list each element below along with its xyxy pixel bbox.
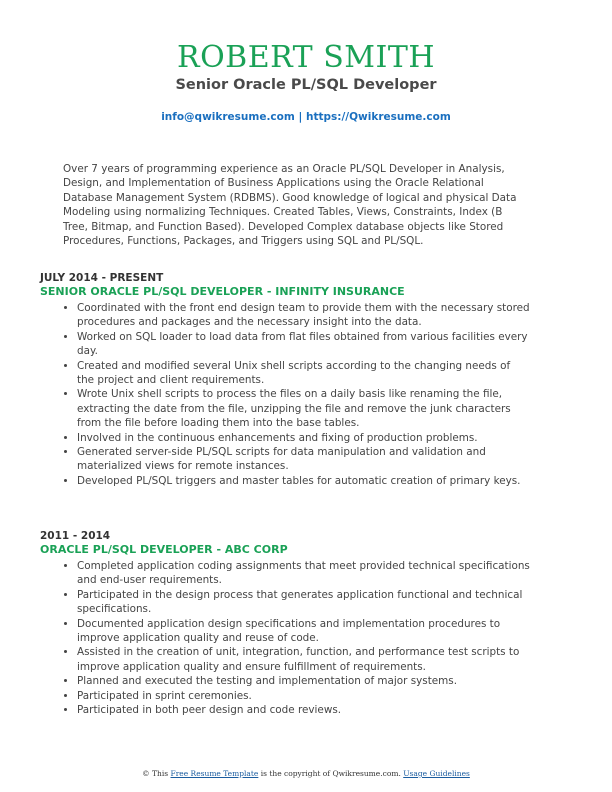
list-item: • Participated in the design process that generates application functional and technical specifications.	[77, 588, 530, 617]
footer	[0, 769, 612, 778]
job-role: SENIOR ORACLE PL/SQL DEVELOPER - INFINITY INSURANCE	[40, 285, 405, 298]
contact-line	[0, 111, 612, 123]
list-item: • Developed PL/SQL triggers and master tables for automatic creation of primary keys.	[77, 474, 530, 488]
job-date: 2011 - 2014	[40, 530, 111, 542]
job-bullets	[40, 559, 530, 717]
list-item: • Assisted in the creation of unit, integration, function, and performance test scripts to improve application quality and ensure fulfillment of requirements.	[77, 645, 530, 674]
summary: Over 7 years of programming experience as an Oracle PL/SQL Developer in Analysis, Design, and Implementation of Business Applications using the Oracle Relational Database Management System (RDBMS). Good knowledge of logical and physical Data Modeling using normalizing Techniques. Created Tables, Views, Constraints, Index (B Tree, Bitmap, and Function Based). Developed Complex database objects like Stored Procedures, Functions, Packages, and Triggers using SQL and PL/SQL.	[63, 163, 517, 248]
job-date: JULY 2014 - PRESENT	[40, 272, 164, 284]
list-item: • Involved in the continuous enhancements and fixing of production problems.	[77, 431, 530, 445]
free-template-link[interactable]: Free Resume Template	[170, 769, 259, 778]
job-entry	[40, 271, 530, 488]
usage-guidelines-link[interactable]: Usage Guidelines	[403, 769, 470, 778]
footer-text: is the copyright of Qwikresume.com.	[258, 769, 404, 778]
job-bullets	[40, 301, 530, 488]
website-link[interactable]: https://Qwikresume.com	[305, 111, 451, 123]
job-entry	[40, 529, 530, 717]
list-item: • Documented application design specifications and implementation procedures to improve application quality and reuse of code.	[77, 617, 530, 646]
list-item: • Completed application coding assignments that meet provided technical specifications and end-user requirements.	[77, 559, 530, 588]
list-item: • Planned and executed the testing and implementation of major systems.	[77, 674, 530, 688]
candidate-name: ROBERT SMITH	[176, 40, 436, 75]
list-item: • Worked on SQL loader to load data from flat files obtained from various facilities every day.	[77, 330, 530, 359]
list-item: • Wrote Unix shell scripts to process the files on a daily basis like renaming the file, extracting the date from the file, unzipping the file and remove the junk characters from the file before loading them into the base tables.	[77, 387, 530, 430]
job-role: ORACLE PL/SQL DEVELOPER - ABC CORP	[40, 543, 288, 556]
job-title: Senior Oracle PL/SQL Developer	[175, 77, 437, 93]
list-item: • Created and modified several Unix shell scripts according to the changing needs of the project and client requirements.	[77, 359, 530, 388]
list-item: • Participated in sprint ceremonies.	[77, 689, 530, 703]
footer-text: © This	[142, 769, 171, 778]
email-link[interactable]: info@qwikresume.com	[161, 111, 295, 123]
separator: |	[294, 111, 306, 123]
list-item: • Generated server-side PL/SQL scripts for data manipulation and validation and materialized views for remote instances.	[77, 445, 530, 474]
list-item: • Participated in both peer design and code reviews.	[77, 703, 530, 717]
list-item: • Coordinated with the front end design team to provide them with the necessary stored procedures and packages and the necessary insight into the data.	[77, 301, 530, 330]
